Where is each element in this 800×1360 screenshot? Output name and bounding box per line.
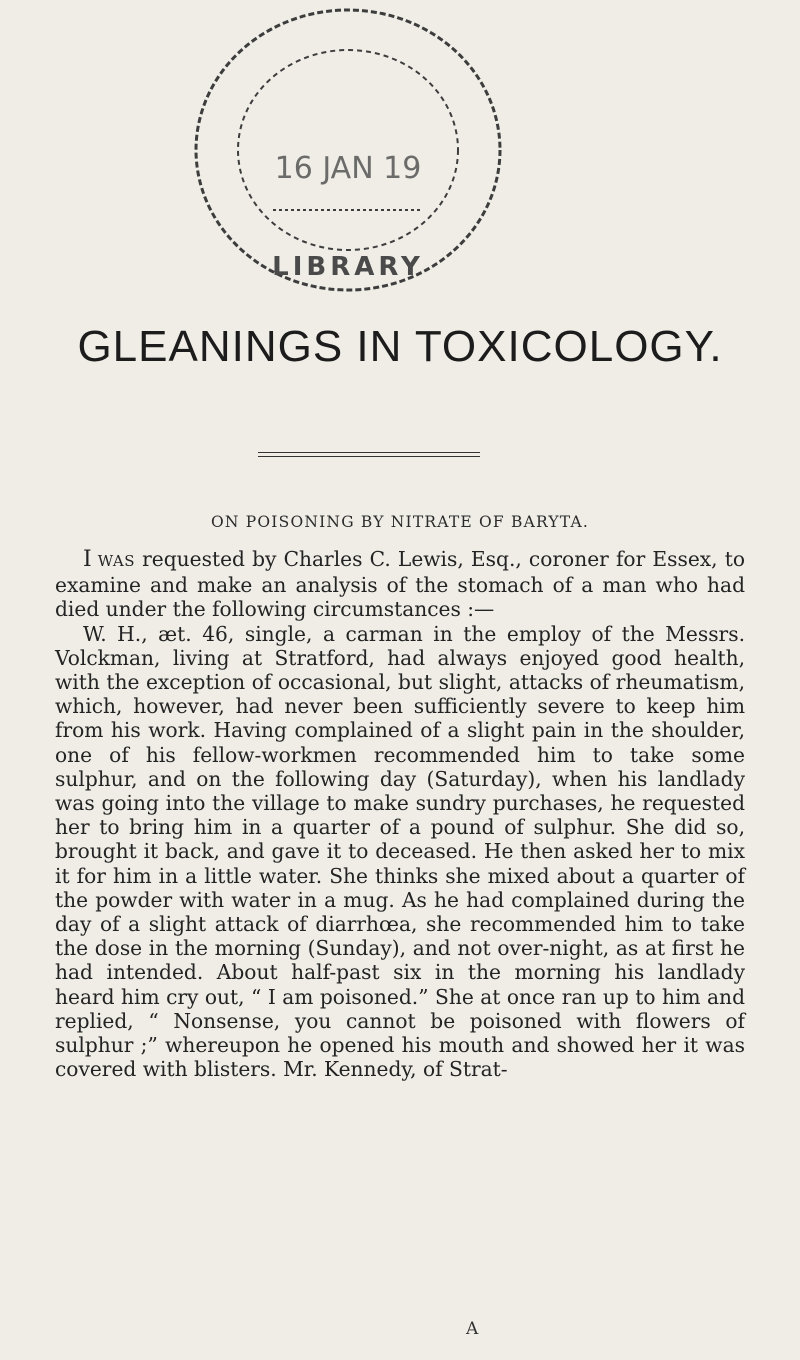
title-divider-bottom [258,456,480,457]
article-body [55,547,745,1081]
stamp-date-text: 16 JAN 19 [274,151,422,186]
signature-mark: A [466,1319,479,1339]
article-heading: ON POISONING BY NITRATE OF BARYTA. [210,513,590,531]
lead-smallcaps: WAS [91,552,135,570]
page-title: GLEANINGS IN TOXICOLOGY. [77,322,723,371]
stamp-lower-text: LIBRARY [272,252,424,282]
library-stamp-seal [178,0,518,300]
paragraph-1-text: requested by Charles C. Lewis, Esq., coroner for Essex, to examine and make an analysis of the stomach of a man who had died under the following circumstances :— [55,547,745,622]
paragraph-2: W. H., æt. 46, single, a carman in the employ of the Messrs. Volckman, living at Stratford, had always enjoyed good health, with the exception of occasional, but slight, attacks of rheumatism, which, however, had never been sufficiently severe to keep him from his work. Having complained of a slight pain in the shoulder, one of his fellow-workmen recommended him to take some sulphur, and on the following day (Saturday), when his landlady was going into the village to make sundry purchases, he requested her to bring him in a quarter of a pound of sulphur. She did so, brought it back, and gave it to deceased. He then asked her to mix it for him in a little water. She thinks she mixed about a quarter of the powder with water in a mug. As he had complained during the day of a slight attack of diarrhœa, she recommended him to take the dose in the morning (Sunday), and not over-night, as at first he had intended. About half-past six in the morning his landlady heard him cry out, “ I am poisoned.” She at once ran up to him and replied, “ Nonsense, you cannot be poisoned with flowers of sulphur ;” whereupon he opened his mouth and showed her it was covered with blisters. Mr. Kennedy, of Strat- [55,621,745,1082]
title-divider-top [258,452,480,453]
paragraph-1 [55,547,745,622]
lead-initial: I [83,547,92,572]
